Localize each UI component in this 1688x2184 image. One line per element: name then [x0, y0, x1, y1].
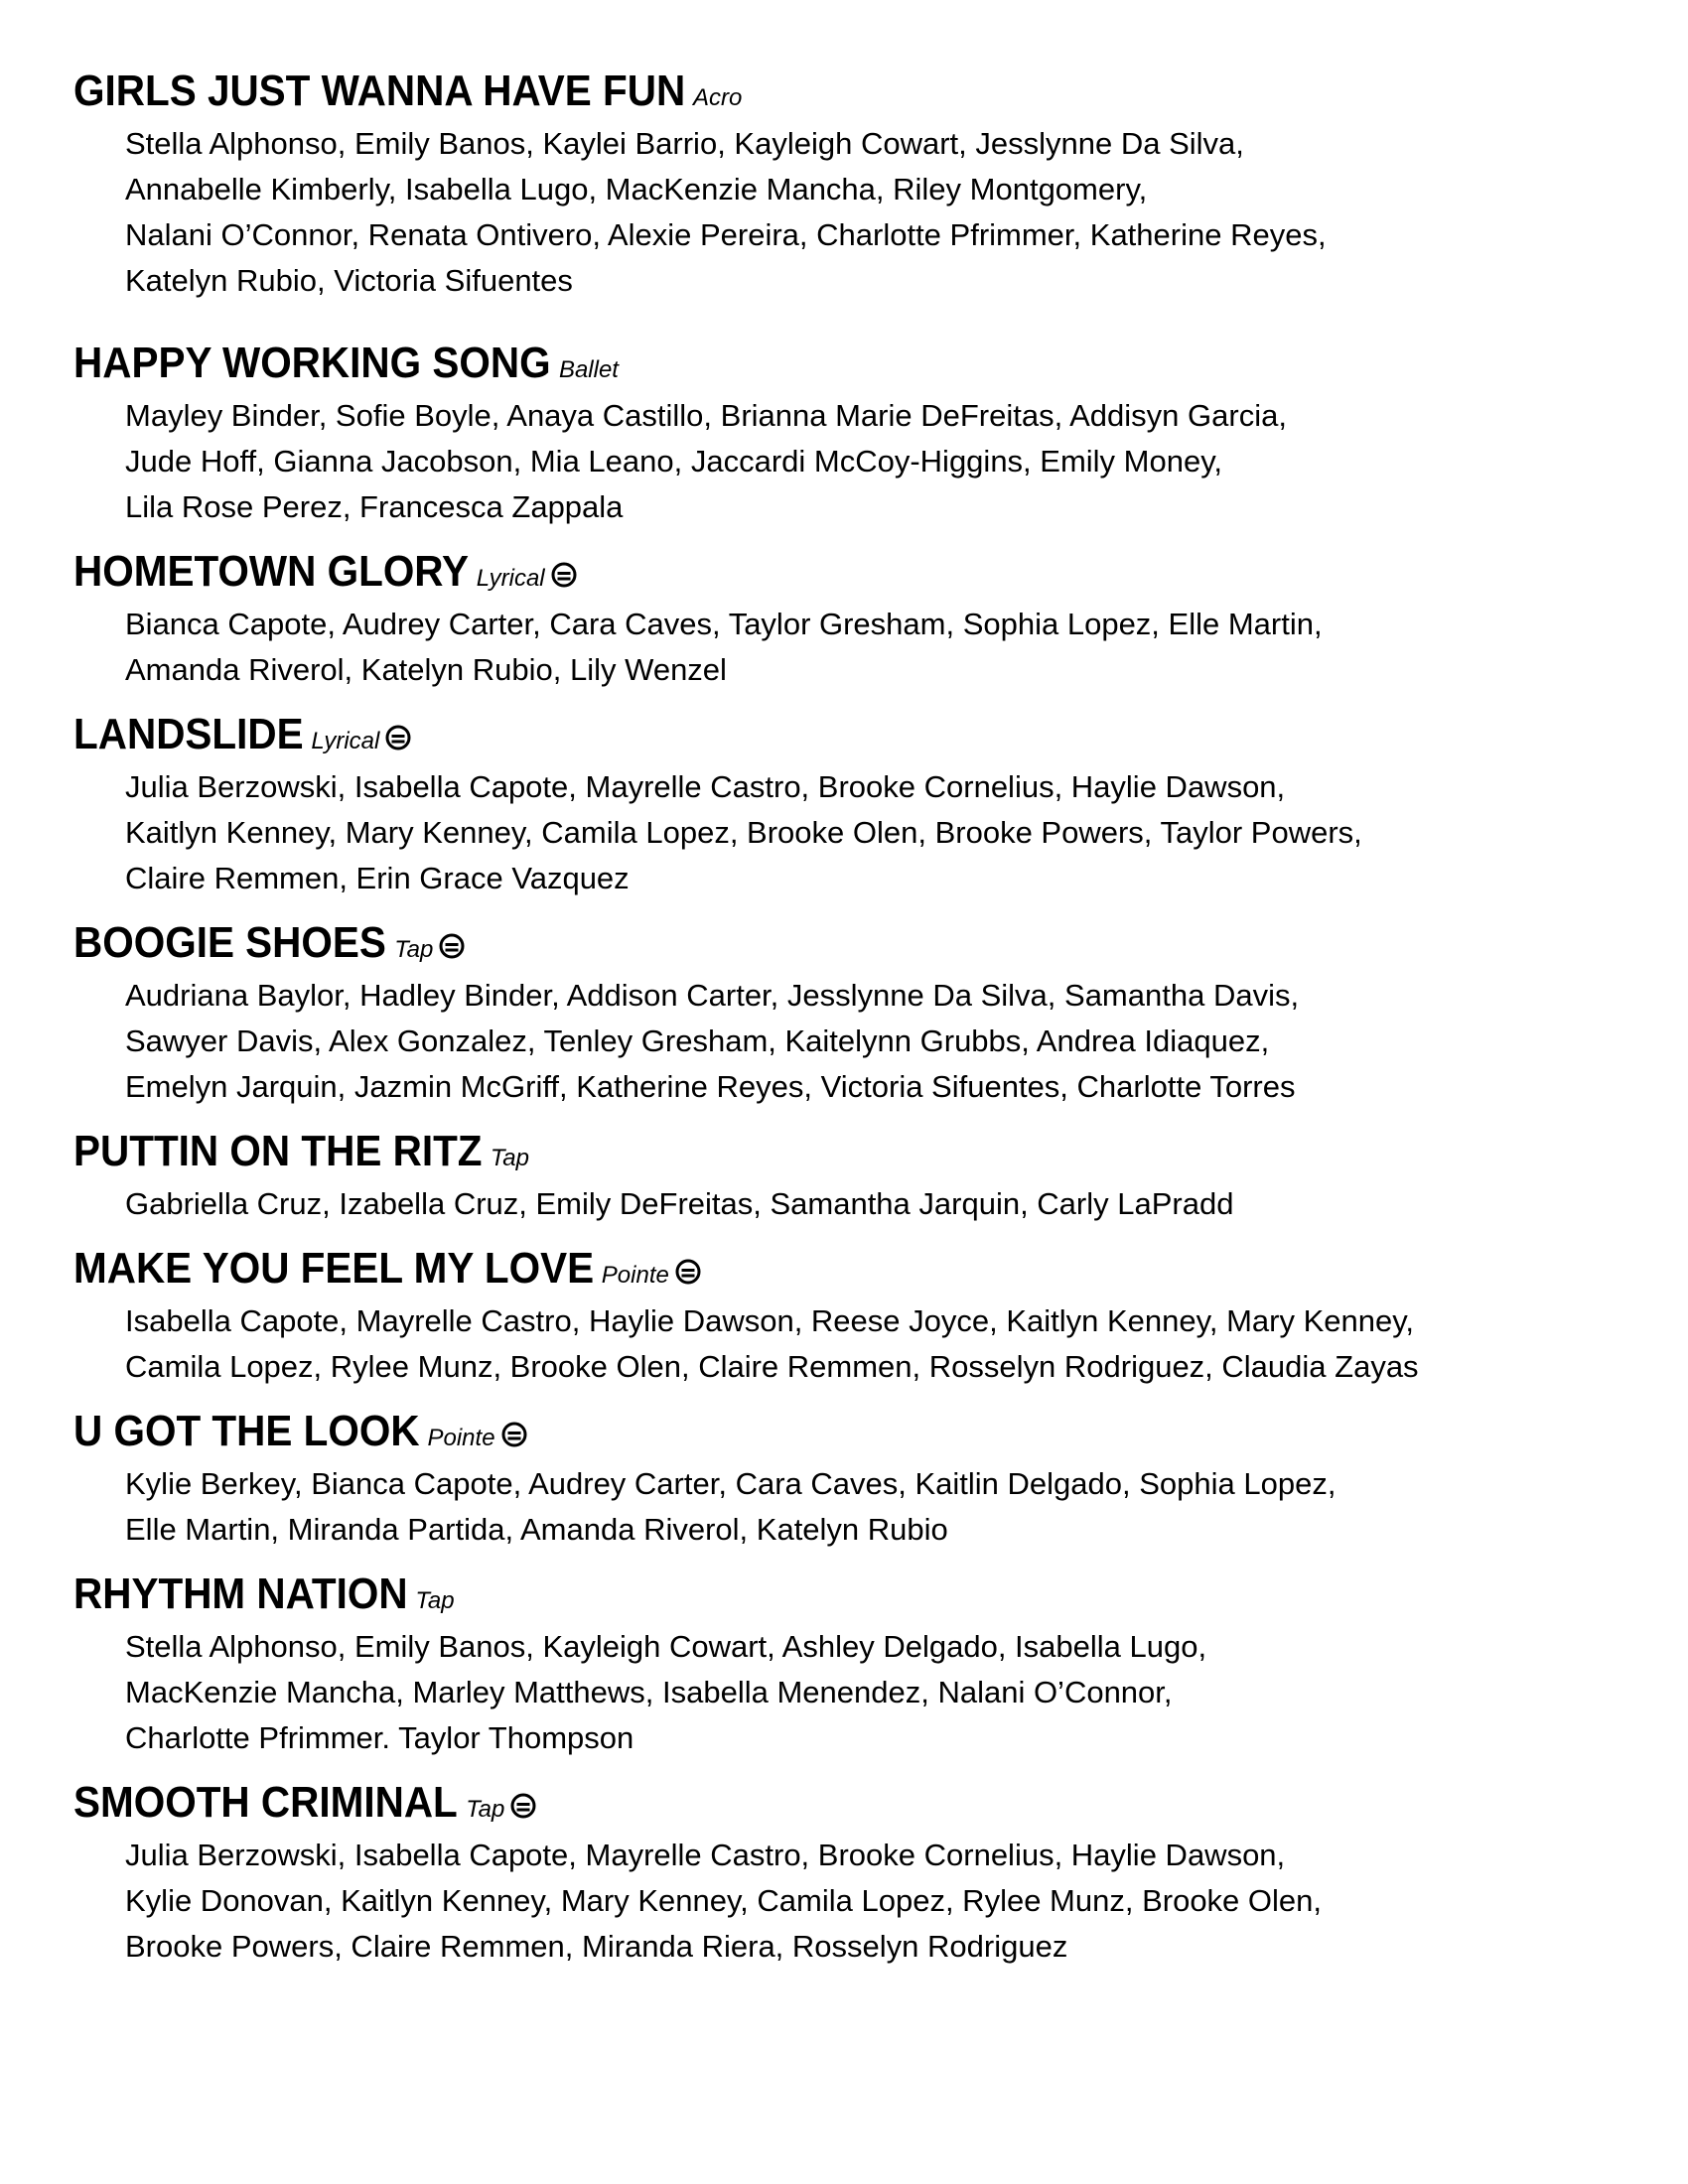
dancer-names-line: Claire Remmen, Erin Grace Vazquez [125, 861, 630, 895]
dancer-names-line: Brooke Powers, Claire Remmen, Miranda Riera, Rosselyn Rodriguez [125, 1929, 1068, 1964]
dancer-list [125, 393, 1622, 530]
routine-title: BOOGIE SHOES [73, 918, 386, 967]
dancer-names-line: Stella Alphonso, Emily Banos, Kaylei Barrio, Kayleigh Cowart, Jesslynne Da Silva, [125, 126, 1244, 161]
routine-entry [73, 542, 1622, 693]
routine-heading [73, 1239, 1622, 1298]
dancer-names-line: MacKenzie Mancha, Marley Matthews, Isabella Menendez, Nalani O’Connor, [125, 1675, 1173, 1709]
dancer-list [125, 1833, 1622, 1970]
routine-entry [73, 1122, 1622, 1227]
dancer-names-line: Julia Berzowski, Isabella Capote, Mayrelle Castro, Brooke Cornelius, Haylie Dawson, [125, 1838, 1286, 1872]
dancer-names-line: Elle Martin, Miranda Partida, Amanda Riverol, Katelyn Rubio [125, 1512, 948, 1547]
dancer-list [125, 1461, 1622, 1553]
circled-equals-icon [675, 1259, 701, 1285]
routine-title: LANDSLIDE [73, 710, 304, 758]
dancer-names-line: Kylie Berkey, Bianca Capote, Audrey Carter, Cara Caves, Kaitlin Delgado, Sophia Lopez, [125, 1466, 1336, 1501]
dancer-names-line: Isabella Capote, Mayrelle Castro, Haylie Dawson, Reese Joyce, Kaitlyn Kenney, Mary Kenney, [125, 1303, 1415, 1338]
dancer-names-line: Gabriella Cruz, Izabella Cruz, Emily DeFreitas, Samantha Jarquin, Carly LaPradd [125, 1186, 1234, 1221]
dancer-list [125, 764, 1622, 901]
dancer-names-line: Kaitlyn Kenney, Mary Kenney, Camila Lopez, Brooke Olen, Brooke Powers, Taylor Powers, [125, 815, 1362, 850]
dancer-list [125, 121, 1622, 304]
dancer-names-line: Nalani O’Connor, Renata Ontivero, Alexie Pereira, Charlotte Pfrimmer, Katherine Reyes, [125, 217, 1327, 252]
routine-title: SMOOTH CRIMINAL [73, 1778, 458, 1827]
routine-style: Tap [490, 1145, 529, 1171]
routine-style: Lyrical [311, 728, 380, 754]
dancer-list [125, 1624, 1622, 1761]
routine-style: Tap [394, 936, 434, 963]
routine-title: U GOT THE LOOK [73, 1407, 420, 1455]
dancer-names-line: Jude Hoff, Gianna Jacobson, Mia Leano, Jaccardi McCoy-Higgins, Emily Money, [125, 444, 1223, 478]
dancer-names-line: Annabelle Kimberly, Isabella Lugo, MacKenzie Mancha, Riley Montgomery, [125, 172, 1148, 206]
dancer-list [125, 1181, 1622, 1227]
routine-heading [73, 1565, 1622, 1624]
circled-equals-icon [385, 725, 411, 751]
dancer-list [125, 1298, 1622, 1390]
dancer-names-line: Kylie Donovan, Kaitlyn Kenney, Mary Kenney, Camila Lopez, Rylee Munz, Brooke Olen, [125, 1883, 1323, 1918]
routine-heading [73, 1122, 1622, 1181]
routine-title: HOMETOWN GLORY [73, 547, 470, 596]
routine-heading [73, 542, 1622, 602]
dancer-names-line: Emelyn Jarquin, Jazmin McGriff, Katherine Reyes, Victoria Sifuentes, Charlotte Torres [125, 1069, 1296, 1104]
routine-entry [73, 705, 1622, 901]
routine-entry [73, 1402, 1622, 1553]
dancer-list [125, 973, 1622, 1110]
dancer-names-line: Lila Rose Perez, Francesca Zappala [125, 489, 624, 524]
dancer-names-line: Sawyer Davis, Alex Gonzalez, Tenley Gresham, Kaitelynn Grubbs, Andrea Idiaquez, [125, 1024, 1270, 1058]
dancer-names-line: Charlotte Pfrimmer. Taylor Thompson [125, 1720, 634, 1755]
dancer-names-line: Mayley Binder, Sofie Boyle, Anaya Castillo, Brianna Marie DeFreitas, Addisyn Garcia, [125, 398, 1287, 433]
routine-title: PUTTIN ON THE RITZ [73, 1127, 483, 1175]
dancer-names-line: Amanda Riverol, Katelyn Rubio, Lily Wenzel [125, 652, 727, 687]
circled-equals-icon [501, 1422, 527, 1447]
routine-style: Tap [415, 1587, 455, 1614]
dancer-names-line: Audriana Baylor, Hadley Binder, Addison Carter, Jesslynne Da Silva, Samantha Davis, [125, 978, 1300, 1013]
circled-equals-icon [439, 933, 465, 959]
dancer-names-line: Katelyn Rubio, Victoria Sifuentes [125, 263, 573, 298]
routine-style: Ballet [558, 356, 619, 383]
routine-style: Lyrical [476, 565, 545, 592]
routine-style: Acro [693, 84, 743, 111]
routine-entry [73, 1239, 1622, 1390]
dancer-names-line: Camila Lopez, Rylee Munz, Brooke Olen, Claire Remmen, Rosselyn Rodriguez, Claudia Zayas [125, 1349, 1419, 1384]
routine-title: GIRLS JUST WANNA HAVE FUN [73, 67, 686, 115]
routine-heading [73, 1402, 1622, 1461]
dancer-names-line: Julia Berzowski, Isabella Capote, Mayrelle Castro, Brooke Cornelius, Haylie Dawson, [125, 769, 1286, 804]
routine-heading [73, 334, 1622, 393]
routine-heading [73, 62, 1622, 121]
routine-heading [73, 913, 1622, 973]
routine-entry [73, 62, 1622, 304]
routine-heading [73, 705, 1622, 764]
routine-style: Pointe [427, 1425, 495, 1451]
dancer-names-line: Bianca Capote, Audrey Carter, Cara Caves, Taylor Gresham, Sophia Lopez, Elle Martin, [125, 607, 1323, 641]
routine-entry [73, 1773, 1622, 1970]
dancer-names-line: Stella Alphonso, Emily Banos, Kayleigh Cowart, Ashley Delgado, Isabella Lugo, [125, 1629, 1207, 1664]
circled-equals-icon [510, 1793, 536, 1819]
routine-entry [73, 334, 1622, 530]
routine-style: Pointe [601, 1262, 669, 1289]
routine-entry [73, 1565, 1622, 1761]
routine-title: HAPPY WORKING SONG [73, 339, 551, 387]
dancer-list [125, 602, 1622, 693]
routine-style: Tap [466, 1796, 505, 1823]
circled-equals-icon [551, 562, 577, 588]
routine-heading [73, 1773, 1622, 1833]
routine-title: MAKE YOU FEEL MY LOVE [73, 1244, 595, 1293]
routine-title: RHYTHM NATION [73, 1570, 408, 1618]
program-page [73, 62, 1622, 1970]
routine-entry [73, 913, 1622, 1110]
